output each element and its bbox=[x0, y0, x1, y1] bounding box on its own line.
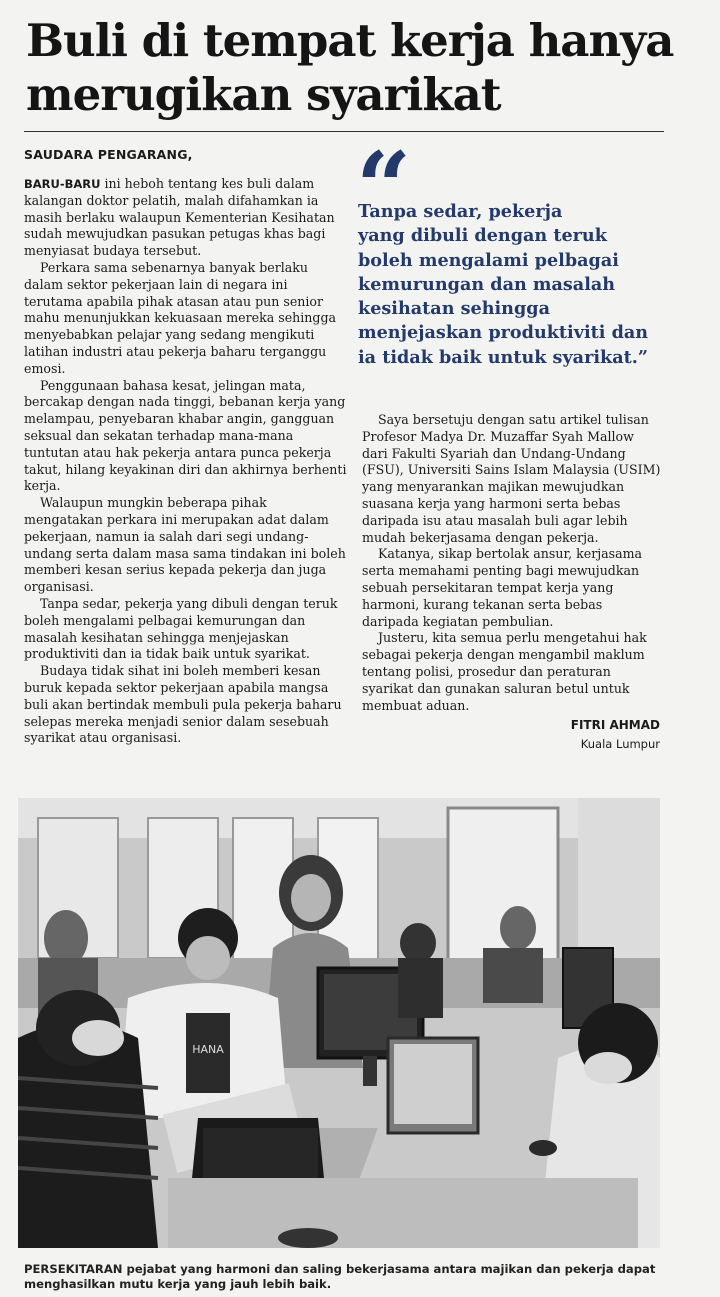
paragraph: Justeru, kita semua perlu mengetahui hak sebagai pekerja dengan mengambil maklum tentang polisi, prosedur dan peraturan syarikat dan gunakan saluran betul untuk membuat aduan. bbox=[362, 630, 647, 713]
pull-quote-line: yang dibuli dengan teruk bbox=[358, 225, 607, 247]
headline-rule bbox=[24, 131, 664, 132]
pull-quote-line: ia tidak baik untuk syarikat.” bbox=[358, 346, 648, 368]
pull-quote-line: Tanpa sedar, pekerja bbox=[358, 201, 563, 222]
signature-place: Kuala Lumpur bbox=[580, 737, 660, 751]
shirt-text: HANA bbox=[192, 1043, 224, 1056]
headline bbox=[26, 14, 686, 122]
left-column bbox=[24, 176, 348, 747]
headline-line-1: Buli di tempat kerja hanya bbox=[26, 14, 674, 67]
pull-quote-line: boleh mengalami pelbagai bbox=[358, 249, 619, 271]
paragraph: Penggunaan bahasa kesat, jelingan mata, bercakap dengan nada tinggi, bebanan kerja yang melampau, penyebaran khabar angin, gangguan seksual dan sekatan terhadap mana-mana tuntutan atau hak pekerja antara punca pekerja takut, hilang keyakinan diri dan akhirnya berhenti kerja. bbox=[24, 377, 347, 494]
paragraph: Tanpa sedar, pekerja yang dibuli dengan teruk boleh mengalami pelbagai kemurungan dan masalah kesihatan sehingga menjejaskan produktiviti dan ia tidak baik untuk syarikat. bbox=[24, 595, 338, 662]
pull-quote-line: kemurungan dan masalah bbox=[358, 273, 616, 295]
paragraph: Perkara sama sebenarnya banyak berlaku dalam sektor pekerjaan lain di negara ini terutama apabila pihak atasan atau pun senior mahu menunjukkan kekuasaan mereka sehingga menyebabkan pelajar yang sedang mengikuti latihan industri atau pekerja baharu terganggu emosi. bbox=[24, 259, 337, 376]
office-photo bbox=[18, 798, 660, 1248]
caption-lead: PERSEKITARAN bbox=[24, 1262, 123, 1276]
pull-quote-line: kesihatan sehingga bbox=[358, 298, 550, 320]
pull-quote-line: menjejaskan produktiviti dan bbox=[358, 322, 649, 344]
paragraph: Budaya tidak sihat ini boleh memberi kesan buruk kepada sektor pekerjaan apabila mangsa buli akan bertindak membuli pula pekerja baharu selepas mereka menjadi senior dalam sesebuah syarikat atau organisasi. bbox=[24, 663, 342, 746]
paragraph: Saya bersetuju dengan satu artikel tulisan Profesor Madya Dr. Muzaffar Syah Mallow dari Fakulti Syariah dan Undang-Undang (FSU), Universiti Sains Islam Malaysia (USIM) yang menyarankan majikan mewujudkan suasana kerja yang harmoni serta bebas daripada isu atau masalah buli agar lebih mudah bekerjasama dengan pekerja. bbox=[362, 412, 661, 545]
pull-quote bbox=[358, 200, 664, 370]
signature-name: FITRI AHMAD bbox=[570, 718, 660, 732]
caption-text: pejabat yang harmoni dan saling bekerjasama antara majikan dan pekerja dapat menghasilkan mutu kerja yang jauh lebih baik. bbox=[24, 1262, 656, 1291]
paragraph: Katanya, sikap bertolak ansur, kerjasama serta memahami penting bagi mewujudkan sebuah persekitaran tempat kerja yang harmoni, kurang tekanan serta bebas daripada kegiatan pembulian. bbox=[362, 546, 643, 629]
paragraph bbox=[24, 176, 348, 260]
right-column bbox=[362, 412, 662, 714]
quote-mark-icon: “ bbox=[356, 131, 412, 244]
paragraph-text: ini heboh tentang kes buli dalam kalangan doktor pelatih, malah difahamkan ia masih berlaku walaupun Kementerian Kesihatan sudah mewujudkan pasukan petugas khas bagi menyiasat budaya tersebut. bbox=[24, 176, 335, 259]
office-photo-illustration bbox=[18, 798, 660, 1248]
lead-word: BARU-BARU bbox=[24, 177, 101, 191]
paragraph: Walaupun mungkin beberapa pihak mengatakan perkara ini merupakan adat dalam pekerjaan, namun ia salah dari segi undang-undang serta dalam masa sama tindakan ini boleh memberi kesan serius kepada pekerja dan juga organisasi. bbox=[24, 495, 346, 595]
headline-line-2: merugikan syarikat bbox=[26, 68, 501, 121]
photo-caption bbox=[24, 1262, 664, 1292]
byline: SAUDARA PENGARANG, bbox=[24, 147, 193, 162]
